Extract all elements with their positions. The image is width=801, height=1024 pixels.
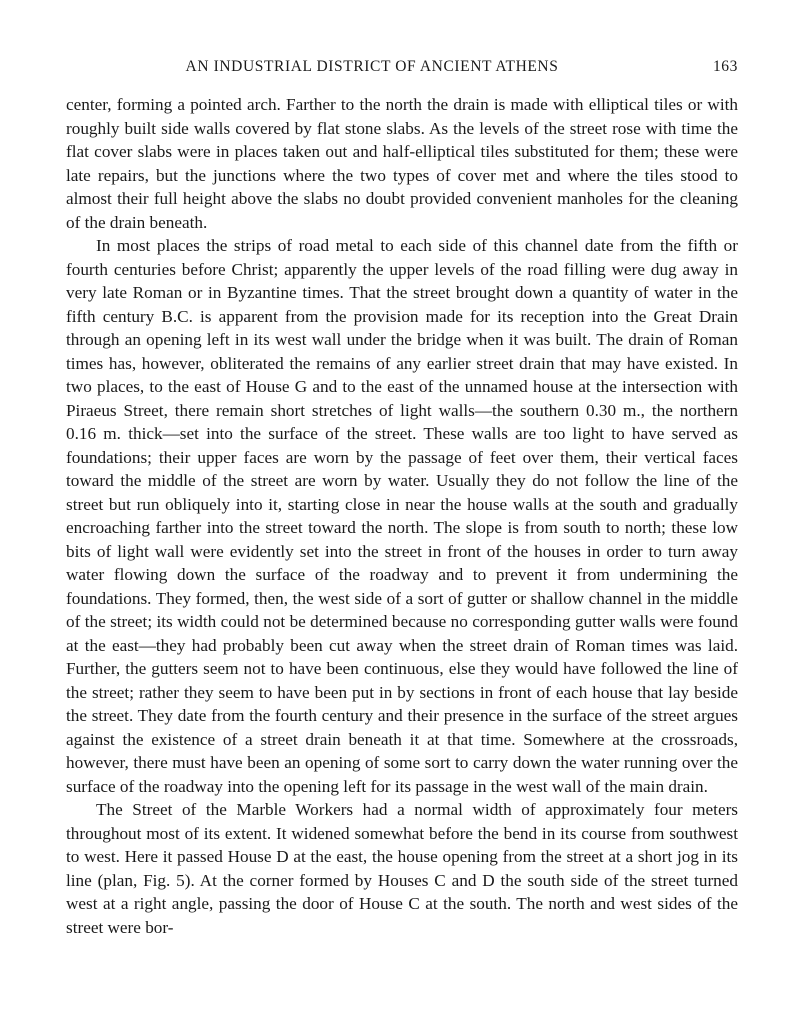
body-text [66, 93, 738, 939]
page-number: 163 [712, 58, 738, 75]
paragraph: In most places the strips of road metal to each side of this channel date from the fifth or fourth centuries before Christ; apparently the upper levels of the road filling were dug away in very late Roman or in Byzantine times. That the street brought down a quantity of water in the fifth century B.C. is apparent from the provision made for its reception into the Great Drain through an opening left in its west wall under the bridge when it was built. The drain of Roman times has, however, obliterated the remains of any earlier street drain that may have existed. In two places, to the east of House G and to the east of the unnamed house at the intersection with Piraeus Street, there remain short stretches of light walls—the southern 0.30 m., the northern 0.16 m. thick—set into the surface of the street. These walls are too light to have served as foundations; their upper faces are worn by the passage of feet over them, their vertical faces toward the middle of the street are worn by water. Usually they do not follow the line of the street but run obliquely into it, starting close in near the house walls at the south and gradually encroaching farther into the street toward the north. The slope is from south to north; these low bits of light wall were evidently set into the street in front of the houses in order to turn away water flowing down the surface of the roadway and to prevent it from undermining the foundations. They formed, then, the west side of a sort of gutter or shallow channel in the middle of the street; its width could not be determined because no corresponding gutter walls were found at the east—they had probably been cut away when the street drain of Roman times was laid. Further, the gutters seem not to have been continuous, else they would have followed the line of the street; rather they seem to have been put in by sections in front of each house that lay beside the street. They date from the fourth century and their presence in the surface of the street argues against the existence of a street drain beneath it at that time. Somewhere at the crossroads, however, there must have been an opening of some sort to carry down the water running over the surface of the roadway into the opening left for its passage in the west wall of the main drain. [66, 236, 738, 796]
page [66, 58, 738, 939]
running-title: AN INDUSTRIAL DISTRICT OF ANCIENT ATHENS [185, 58, 559, 75]
running-header [66, 58, 738, 82]
paragraph: The Street of the Marble Workers had a normal width of approximately four meters throughout most of its extent. It widened somewhat before the bend in its course from southwest to west. Here it passed House D at the east, the house opening from the street at a short jog in its line (plan, Fig. 5). At the corner formed by Houses C and D the south side of the street turned west at a right angle, passing the door of House C at the south. The north and west sides of the street were bor- [66, 800, 738, 937]
paragraph: center, forming a pointed arch. Farther to the north the drain is made with elliptical tiles or with roughly built side walls covered by flat stone slabs. As the levels of the street rose with time the flat cover slabs were in places taken out and half-elliptical tiles substituted for them; these were late repairs, but the junctions where the two types of cover met and where the tiles stood to almost their full height above the slabs no doubt provided convenient manholes for the cleaning of the drain beneath. [66, 95, 738, 232]
